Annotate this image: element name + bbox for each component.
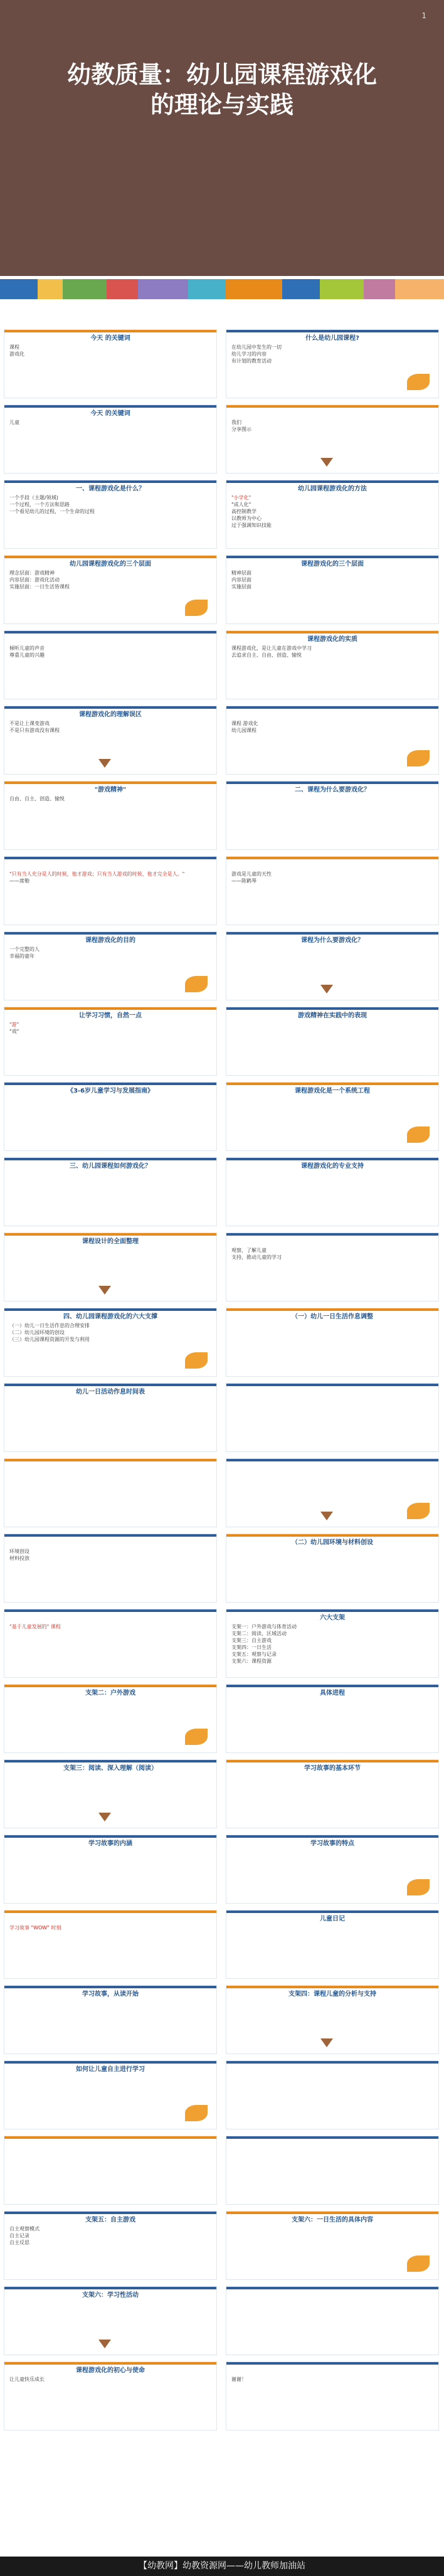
slide-thumbnail[interactable] xyxy=(226,1609,439,1678)
slide-accent-bar xyxy=(4,857,216,859)
slide-text-line: 游戏是儿童的天性 xyxy=(231,871,272,877)
slide-body xyxy=(9,2000,211,2050)
slide-thumbnail[interactable] xyxy=(226,1232,439,1301)
slide-body xyxy=(231,2225,433,2276)
slide-body xyxy=(9,570,211,620)
slide-body xyxy=(231,1849,433,1899)
slide-thumbnail[interactable] xyxy=(226,1308,439,1377)
slide-thumbnail[interactable] xyxy=(226,1007,439,1076)
slide-text-line: 尊重儿童的兴趣 xyxy=(9,652,45,658)
cover-title xyxy=(19,60,425,120)
slide-title: 课程游戏化的理解误区 xyxy=(79,711,142,718)
slide-body xyxy=(231,1247,433,1297)
arrow-down-icon xyxy=(320,1512,333,1520)
slide-thumbnail[interactable] xyxy=(4,1007,217,1076)
slide-thumbnail[interactable] xyxy=(226,1759,439,1828)
slide-thumbnail[interactable] xyxy=(226,329,439,398)
slide-title: 支架四：课程儿童的分析与支持 xyxy=(288,1991,376,1998)
slide-thumbnail[interactable] xyxy=(4,1458,217,1527)
slide-thumbnail[interactable] xyxy=(226,706,439,775)
leaf-shape-icon xyxy=(185,1729,208,1745)
slide-accent-bar xyxy=(4,1911,216,1913)
slide-text-line: 课程 xyxy=(9,344,19,350)
slide-text-line: 谢谢！ xyxy=(231,2377,246,2382)
slide-title: 四、幼儿园课程游戏化的六大支撑 xyxy=(63,1313,157,1320)
slide-body xyxy=(231,1548,433,1598)
slide-body xyxy=(231,795,433,845)
slide-text-line: 精神层面 xyxy=(231,570,251,576)
slide-body xyxy=(9,419,211,469)
slide-thumbnail[interactable] xyxy=(4,1835,217,1904)
slide-body xyxy=(9,2376,211,2426)
slide-text-line: "只有当人充分是人的时候，他才游戏；只有当人游戏的时候，他才完全是人。" xyxy=(9,871,185,877)
slide-body xyxy=(9,871,211,921)
slide-title: 学习故事的内涵 xyxy=(88,1840,132,1847)
slide-text-line: （一）幼儿一日生活作息的合理安排 xyxy=(9,1323,90,1328)
leaf-shape-icon xyxy=(185,1352,208,1369)
slide-thumbnail[interactable] xyxy=(226,1910,439,1979)
slide-thumbnail[interactable] xyxy=(226,781,439,850)
slide-title: 让学习习惯，自然一点 xyxy=(79,1012,142,1019)
slide-title: 学习故事，从读开始 xyxy=(82,1991,139,1998)
slide-body xyxy=(231,1397,433,1448)
slide-thumbnail[interactable] xyxy=(226,931,439,1000)
slide-title: "游戏精神" xyxy=(94,787,127,793)
slide-body xyxy=(231,2150,433,2200)
slide-body xyxy=(231,720,433,770)
slide-thumbnail[interactable] xyxy=(226,1383,439,1452)
arrow-down-icon xyxy=(98,1813,111,1821)
slide-accent-bar xyxy=(226,706,438,709)
slide-body xyxy=(231,1924,433,1974)
slide-thumbnail[interactable] xyxy=(4,480,217,549)
slide-text-line: 高控制教学 xyxy=(231,509,256,514)
slide-text-line: 内容层面 xyxy=(231,577,251,583)
slide-text-line: 一个完整的人 xyxy=(9,946,40,952)
slide-text-line: "小学化" xyxy=(231,495,251,501)
arrow-down-icon xyxy=(320,458,333,467)
slide-text-line: 一个看见幼儿的过程，一个生命的过程 xyxy=(9,509,95,514)
slide-thumbnail[interactable] xyxy=(4,1232,217,1301)
slide-thumbnail[interactable] xyxy=(226,630,439,699)
slide-text-line: 材料投放 xyxy=(9,1556,29,1561)
slide-title: 学习故事的基本环节 xyxy=(304,1765,361,1772)
slide-title: 课程游戏化的初心与使命 xyxy=(76,2367,145,2374)
cover-slide xyxy=(0,0,444,326)
slide-text-line: 支架一：户外游戏与体育活动 xyxy=(231,1624,297,1630)
slide-thumbnail[interactable] xyxy=(226,1985,439,2054)
slide-accent-bar xyxy=(4,2136,216,2139)
slide-thumbnail[interactable] xyxy=(226,1458,439,1527)
slide-text-line: ——席勒 xyxy=(9,878,29,884)
slide-thumbnail[interactable] xyxy=(226,405,439,474)
slide-title: 课程设计的全面整理 xyxy=(82,1238,139,1245)
slide-text-line: 理念层面：游戏精神 xyxy=(9,570,55,576)
slide-thumbnail[interactable] xyxy=(4,856,217,925)
slide-text-line: 自主反思 xyxy=(9,2240,29,2245)
slide-thumbnail[interactable] xyxy=(4,2060,217,2129)
slide-body xyxy=(231,1322,433,1372)
slide-thumbnail[interactable] xyxy=(4,1759,217,1828)
slide-thumbnail[interactable] xyxy=(226,2136,439,2205)
slide-body xyxy=(9,1172,211,1222)
slide-body xyxy=(9,1473,211,1523)
slide-thumbnail[interactable] xyxy=(4,1082,217,1151)
slide-text-line: 自主观察模式 xyxy=(9,2226,40,2232)
slide-thumbnail[interactable] xyxy=(226,2286,439,2355)
slide-text-line: 支架二：阅读、区域活动 xyxy=(231,1631,287,1636)
slide-title: 今天 的关键词 xyxy=(90,335,130,342)
slide-body xyxy=(9,494,211,544)
slide-body xyxy=(9,1322,211,1372)
slide-thumbnail[interactable] xyxy=(226,2060,439,2129)
slide-body xyxy=(9,2075,211,2125)
slide-text-line: 环境创设 xyxy=(9,1549,29,1554)
slide-title: 三、幼儿园课程如何游戏化？ xyxy=(70,1163,151,1170)
slide-thumbnail[interactable] xyxy=(4,2361,217,2430)
leaf-shape-icon xyxy=(407,2255,430,2272)
slide-thumbnail[interactable] xyxy=(4,706,217,775)
slide-text-line: 幼儿学习的内容 xyxy=(231,351,267,357)
slide-text-line: 内容层面：游戏化活动 xyxy=(9,577,60,583)
slide-title: 课程游戏化的专业支持 xyxy=(301,1163,364,1170)
slide-body xyxy=(9,946,211,996)
leaf-shape-icon xyxy=(185,976,208,992)
slide-thumbnail[interactable] xyxy=(4,405,217,474)
leaf-shape-icon xyxy=(185,2105,208,2121)
slide-accent-bar xyxy=(4,1609,216,1612)
slide-title: 支架五：自主游戏 xyxy=(85,2217,135,2224)
slide-thumbnail[interactable] xyxy=(4,1985,217,2054)
slide-text-line: 让儿童快乐成长 xyxy=(9,2377,45,2382)
slide-thumbnail[interactable] xyxy=(4,1684,217,1753)
slide-body xyxy=(9,645,211,695)
slide-thumbnail[interactable] xyxy=(4,781,217,850)
slide-accent-bar xyxy=(226,2061,438,2064)
slide-title: 支架六：一日生活的具体内容 xyxy=(292,2217,373,2224)
slide-thumbnail[interactable] xyxy=(226,2211,439,2280)
slide-thumbnail[interactable] xyxy=(226,555,439,624)
slide-thumbnail[interactable] xyxy=(226,1684,439,1753)
slide-text-line: 学习故事 "WOW" 时刻 xyxy=(9,1925,61,1931)
slide-accent-bar xyxy=(226,1384,438,1386)
slide-title: 什么是幼儿园课程? xyxy=(305,335,359,342)
slide-title: 一、课程游戏化是什么？ xyxy=(76,485,145,492)
slide-title: 支架二：户外游戏 xyxy=(85,1690,135,1697)
slide-text-line: 自主记录 xyxy=(9,2233,29,2239)
slide-thumbnail[interactable] xyxy=(226,480,439,549)
slide-accent-bar xyxy=(4,1459,216,1461)
slide-body xyxy=(9,1096,211,1147)
slide-thumbnail[interactable] xyxy=(4,630,217,699)
slide-text-line: 支架四：一日生活 xyxy=(231,1645,272,1650)
slide-title: 支架三：阅读、深入理解（阅读） xyxy=(63,1765,157,1772)
footer-banner: 【幼教网】幼教资源网——幼儿教师加油站 xyxy=(0,2557,444,2576)
slide-accent-bar xyxy=(226,857,438,859)
slide-thumbnail[interactable] xyxy=(4,1609,217,1678)
slide-thumbnail[interactable] xyxy=(4,1308,217,1377)
slide-body xyxy=(231,1021,433,1071)
slide-thumbnail[interactable] xyxy=(4,2211,217,2280)
page-number: 1 xyxy=(421,11,426,20)
slide-text-line: "戏" xyxy=(9,1029,19,1034)
arrow-down-icon xyxy=(320,985,333,994)
slide-accent-bar xyxy=(226,405,438,408)
arrow-down-icon xyxy=(98,759,111,768)
slide-thumbnail[interactable] xyxy=(4,2286,217,2355)
slide-accent-bar xyxy=(226,1233,438,1236)
slide-title: 儿童日记 xyxy=(320,1916,345,1922)
slide-title: 今天 的关键词 xyxy=(90,410,130,417)
slide-text-line: 幼儿园课程 xyxy=(231,728,256,733)
slide-title: 六大支架 xyxy=(320,1614,345,1621)
slide-text-line: 我们 xyxy=(231,420,241,425)
slide-accent-bar xyxy=(226,2362,438,2365)
slide-title: 如何让儿童自主进行学习 xyxy=(76,2066,145,2073)
slide-title: 游戏精神在实践中的表现 xyxy=(298,1012,367,1019)
cover-title-line2: 的理论与实践 xyxy=(150,91,293,119)
slide-body xyxy=(9,1397,211,1448)
slide-text-line: 支架五：观察与记录 xyxy=(231,1651,277,1657)
slide-title: 课程游戏化的实质 xyxy=(307,636,357,643)
slide-thumbnail[interactable] xyxy=(226,1534,439,1603)
slide-thumbnail[interactable] xyxy=(4,931,217,1000)
slide-body xyxy=(231,645,433,695)
cover-title-line1: 幼教质量：幼儿园课程游戏化 xyxy=(66,61,377,88)
leaf-shape-icon xyxy=(407,1126,430,1143)
slide-title: 幼儿园课程游戏化的方法 xyxy=(298,485,367,492)
slide-text-line: 以教师为中心 xyxy=(231,516,262,521)
slide-text-line: 支持，推动儿童的学习 xyxy=(231,1254,282,1260)
slide-thumbnail[interactable] xyxy=(4,1534,217,1603)
slide-body xyxy=(231,344,433,394)
slide-title: 学习故事的特点 xyxy=(310,1840,354,1847)
slide-body xyxy=(9,344,211,394)
slide-body xyxy=(9,1021,211,1071)
slide-thumbnail[interactable] xyxy=(4,1910,217,1979)
slide-title: （一）幼儿一日生活作息调整 xyxy=(292,1313,373,1320)
slide-thumbnail[interactable] xyxy=(4,329,217,398)
slide-title: 课程游戏化的三个层面 xyxy=(301,561,364,568)
slide-body xyxy=(231,570,433,620)
slide-thumbnail[interactable] xyxy=(226,856,439,925)
slide-text-line: 自由、自主、创造、愉悦 xyxy=(9,796,65,802)
slide-title: 课程游戏化的目的 xyxy=(85,937,135,944)
slide-body xyxy=(9,1849,211,1899)
slide-thumbnail[interactable] xyxy=(226,1157,439,1226)
slide-title: 课程游戏化是一个系统工程 xyxy=(295,1088,370,1095)
slide-body xyxy=(231,2075,433,2125)
slide-text-line: （二）幼儿园环境的创设 xyxy=(9,1330,65,1335)
slide-thumbnail[interactable] xyxy=(226,2361,439,2430)
leaf-shape-icon xyxy=(185,600,208,616)
slide-text-line: 倾听儿童的声音 xyxy=(9,645,45,651)
leaf-shape-icon xyxy=(407,1503,430,1519)
slide-text-line: 实施层面 xyxy=(231,584,251,590)
slide-text-line: 课程 游戏化 xyxy=(231,721,258,726)
slide-text-line: 实施层面：一日生活皆课程 xyxy=(9,584,70,590)
slide-title: 具体进程 xyxy=(320,1690,345,1697)
slide-text-line: "成人化" xyxy=(231,502,251,507)
slide-thumbnail[interactable] xyxy=(4,555,217,624)
slide-text-line: 去追求自主、自由、创造、愉悦 xyxy=(231,652,302,658)
slide-accent-bar xyxy=(226,2136,438,2139)
leaf-shape-icon xyxy=(407,750,430,766)
slide-body xyxy=(9,1924,211,1974)
slide-thumbnail[interactable] xyxy=(4,1157,217,1226)
slide-body xyxy=(231,1623,433,1673)
slide-text-line: 过于强调知识技能 xyxy=(231,522,272,528)
slide-thumbnail[interactable] xyxy=(226,1835,439,1904)
arrow-down-icon xyxy=(320,2038,333,2047)
slide-text-line: "基于儿童发展的" 课程 xyxy=(9,1624,61,1630)
slide-accent-bar xyxy=(226,1459,438,1461)
slide-body xyxy=(9,2225,211,2276)
slide-title: （二）幼儿园环境与材料创设 xyxy=(292,1539,373,1546)
slide-title: 支架六：学习性活动 xyxy=(82,2292,139,2299)
slide-thumbnail[interactable] xyxy=(4,1383,217,1452)
slide-accent-bar xyxy=(226,2287,438,2289)
slide-text-line: ——陈鹤琴 xyxy=(231,878,256,884)
slide-body xyxy=(9,2150,211,2200)
slide-body xyxy=(9,1699,211,1749)
arrow-down-icon xyxy=(98,2340,111,2348)
slide-title: 《3-6岁儿童学习与发展指南》 xyxy=(66,1088,154,1095)
slide-thumbnail[interactable] xyxy=(226,1082,439,1151)
slide-body xyxy=(231,871,433,921)
slide-text-line: 在幼儿园中发生的一切 xyxy=(231,344,282,350)
slide-body xyxy=(9,1623,211,1673)
slide-text-line: （三）幼儿园课程资源的开发与利用 xyxy=(9,1337,90,1342)
slide-accent-bar xyxy=(4,631,216,633)
slide-text-line: 不是让上课变游戏 xyxy=(9,721,50,726)
slide-text-line: 有计划的教育活动 xyxy=(231,358,272,364)
slide-text-line: 一个过程，一个方法和思路 xyxy=(9,502,70,507)
slide-body xyxy=(231,1699,433,1749)
slide-text-line: 儿童 xyxy=(9,420,19,425)
slide-body xyxy=(231,2376,433,2426)
leaf-shape-icon xyxy=(407,374,430,390)
slide-title: 课程为什么要游戏化？ xyxy=(301,937,364,944)
slide-text-line: "游" xyxy=(9,1022,19,1027)
slide-text-line: 不是只有游戏没有课程 xyxy=(9,728,60,733)
slide-text-line: 幸福的童年 xyxy=(9,953,34,959)
slide-body xyxy=(231,1096,433,1147)
slide-text-line: 分享图示 xyxy=(231,427,251,432)
slide-text-line: 观察，了解儿童 xyxy=(231,1248,267,1253)
slide-body xyxy=(231,494,433,544)
slide-body xyxy=(231,1172,433,1222)
slide-thumbnail[interactable] xyxy=(4,2136,217,2205)
slide-text-line: 游戏化 xyxy=(9,351,24,357)
slide-text-line: 课程游戏化，是让儿童在游戏中学习 xyxy=(231,645,312,651)
slide-accent-bar xyxy=(4,1534,216,1537)
slide-body xyxy=(231,2301,433,2351)
slide-text-line: 一个手段（主题/领域) xyxy=(9,495,58,501)
slide-text-line: 支架三：自主游戏 xyxy=(231,1638,272,1643)
slide-body xyxy=(9,1548,211,1598)
slide-title: 二、课程为什么要游戏化？ xyxy=(295,787,370,793)
leaf-shape-icon xyxy=(407,1879,430,1895)
slide-body xyxy=(231,1774,433,1824)
slide-text-line: 支架六：课程资源 xyxy=(231,1658,272,1664)
slide-body xyxy=(9,795,211,845)
slide-title: 幼儿一日活动作息时间表 xyxy=(76,1389,145,1396)
arrow-down-icon xyxy=(98,1286,111,1295)
cover-color-stripes xyxy=(0,279,444,299)
slide-title: 幼儿园课程游戏化的三个层面 xyxy=(70,561,151,568)
